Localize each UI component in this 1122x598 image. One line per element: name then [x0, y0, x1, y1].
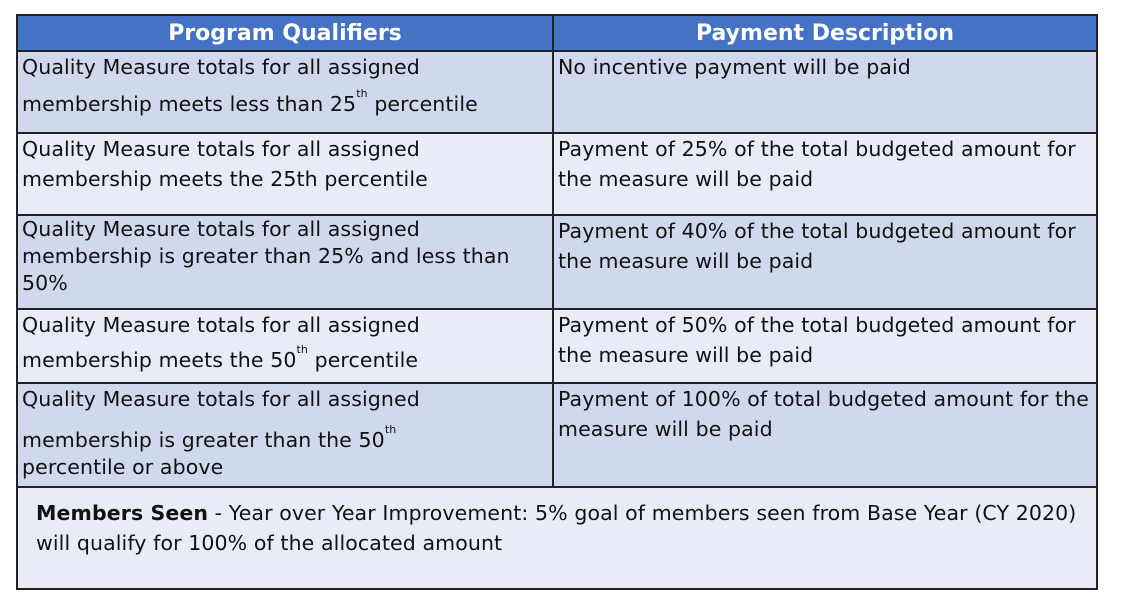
payment-cell: Payment of 50% of the total budgeted amount for the measure will be paid — [553, 309, 1097, 383]
qualifier-text: Quality Measure totals for all assigned — [22, 313, 420, 337]
qualifier-text: percentile — [367, 92, 478, 116]
members-seen-label: Members Seen — [36, 501, 209, 525]
qualifier-text: Quality Measure totals for all assigned — [22, 55, 420, 79]
ordinal-suffix: th — [356, 87, 368, 100]
qualifier-cell: Quality Measure totals for all assigned membership is greater than 25% and less than 50% — [17, 215, 553, 309]
qualifier-text: membership meets the 50 — [22, 348, 297, 372]
payment-cell: No incentive payment will be paid — [553, 51, 1097, 133]
qualifier-table-container — [16, 14, 1096, 590]
members-seen-cell — [17, 487, 1097, 589]
qualifier-cell: Quality Measure totals for all assigned membership meets the 25th percentile — [17, 133, 553, 215]
qualifier-cell — [17, 383, 553, 487]
table-row — [17, 383, 1097, 487]
qualifier-text: membership meets less than 25 — [22, 92, 357, 116]
table-row — [17, 51, 1097, 133]
footer-row — [17, 487, 1097, 589]
qualifier-text: membership is greater than the 50 — [22, 428, 385, 452]
program-qualifiers-table — [16, 14, 1098, 590]
ordinal-suffix: th — [296, 343, 308, 356]
table-header-row — [17, 15, 1097, 51]
header-payment-description: Payment Description — [553, 15, 1097, 51]
payment-cell: Payment of 40% of the total budgeted amount for the measure will be paid — [553, 215, 1097, 309]
qualifier-cell — [17, 309, 553, 383]
table-row — [17, 133, 1097, 215]
qualifier-cell — [17, 51, 553, 133]
qualifier-text: Quality Measure totals for all assigned — [22, 387, 420, 411]
payment-cell: Payment of 25% of the total budgeted amount for the measure will be paid — [553, 133, 1097, 215]
members-seen-text: - Year over Year Improvement: 5% goal of members seen from Base Year (CY 2020) will qualify for 100% of the allocated amount — [36, 501, 1077, 555]
table-row — [17, 309, 1097, 383]
payment-cell: Payment of 100% of total budgeted amount for the measure will be paid — [553, 383, 1097, 487]
table-row — [17, 215, 1097, 309]
qualifier-text: percentile or above — [22, 455, 224, 479]
ordinal-suffix: th — [384, 423, 397, 436]
header-program-qualifiers: Program Qualifiers — [17, 15, 553, 51]
qualifier-text: percentile — [307, 348, 419, 372]
